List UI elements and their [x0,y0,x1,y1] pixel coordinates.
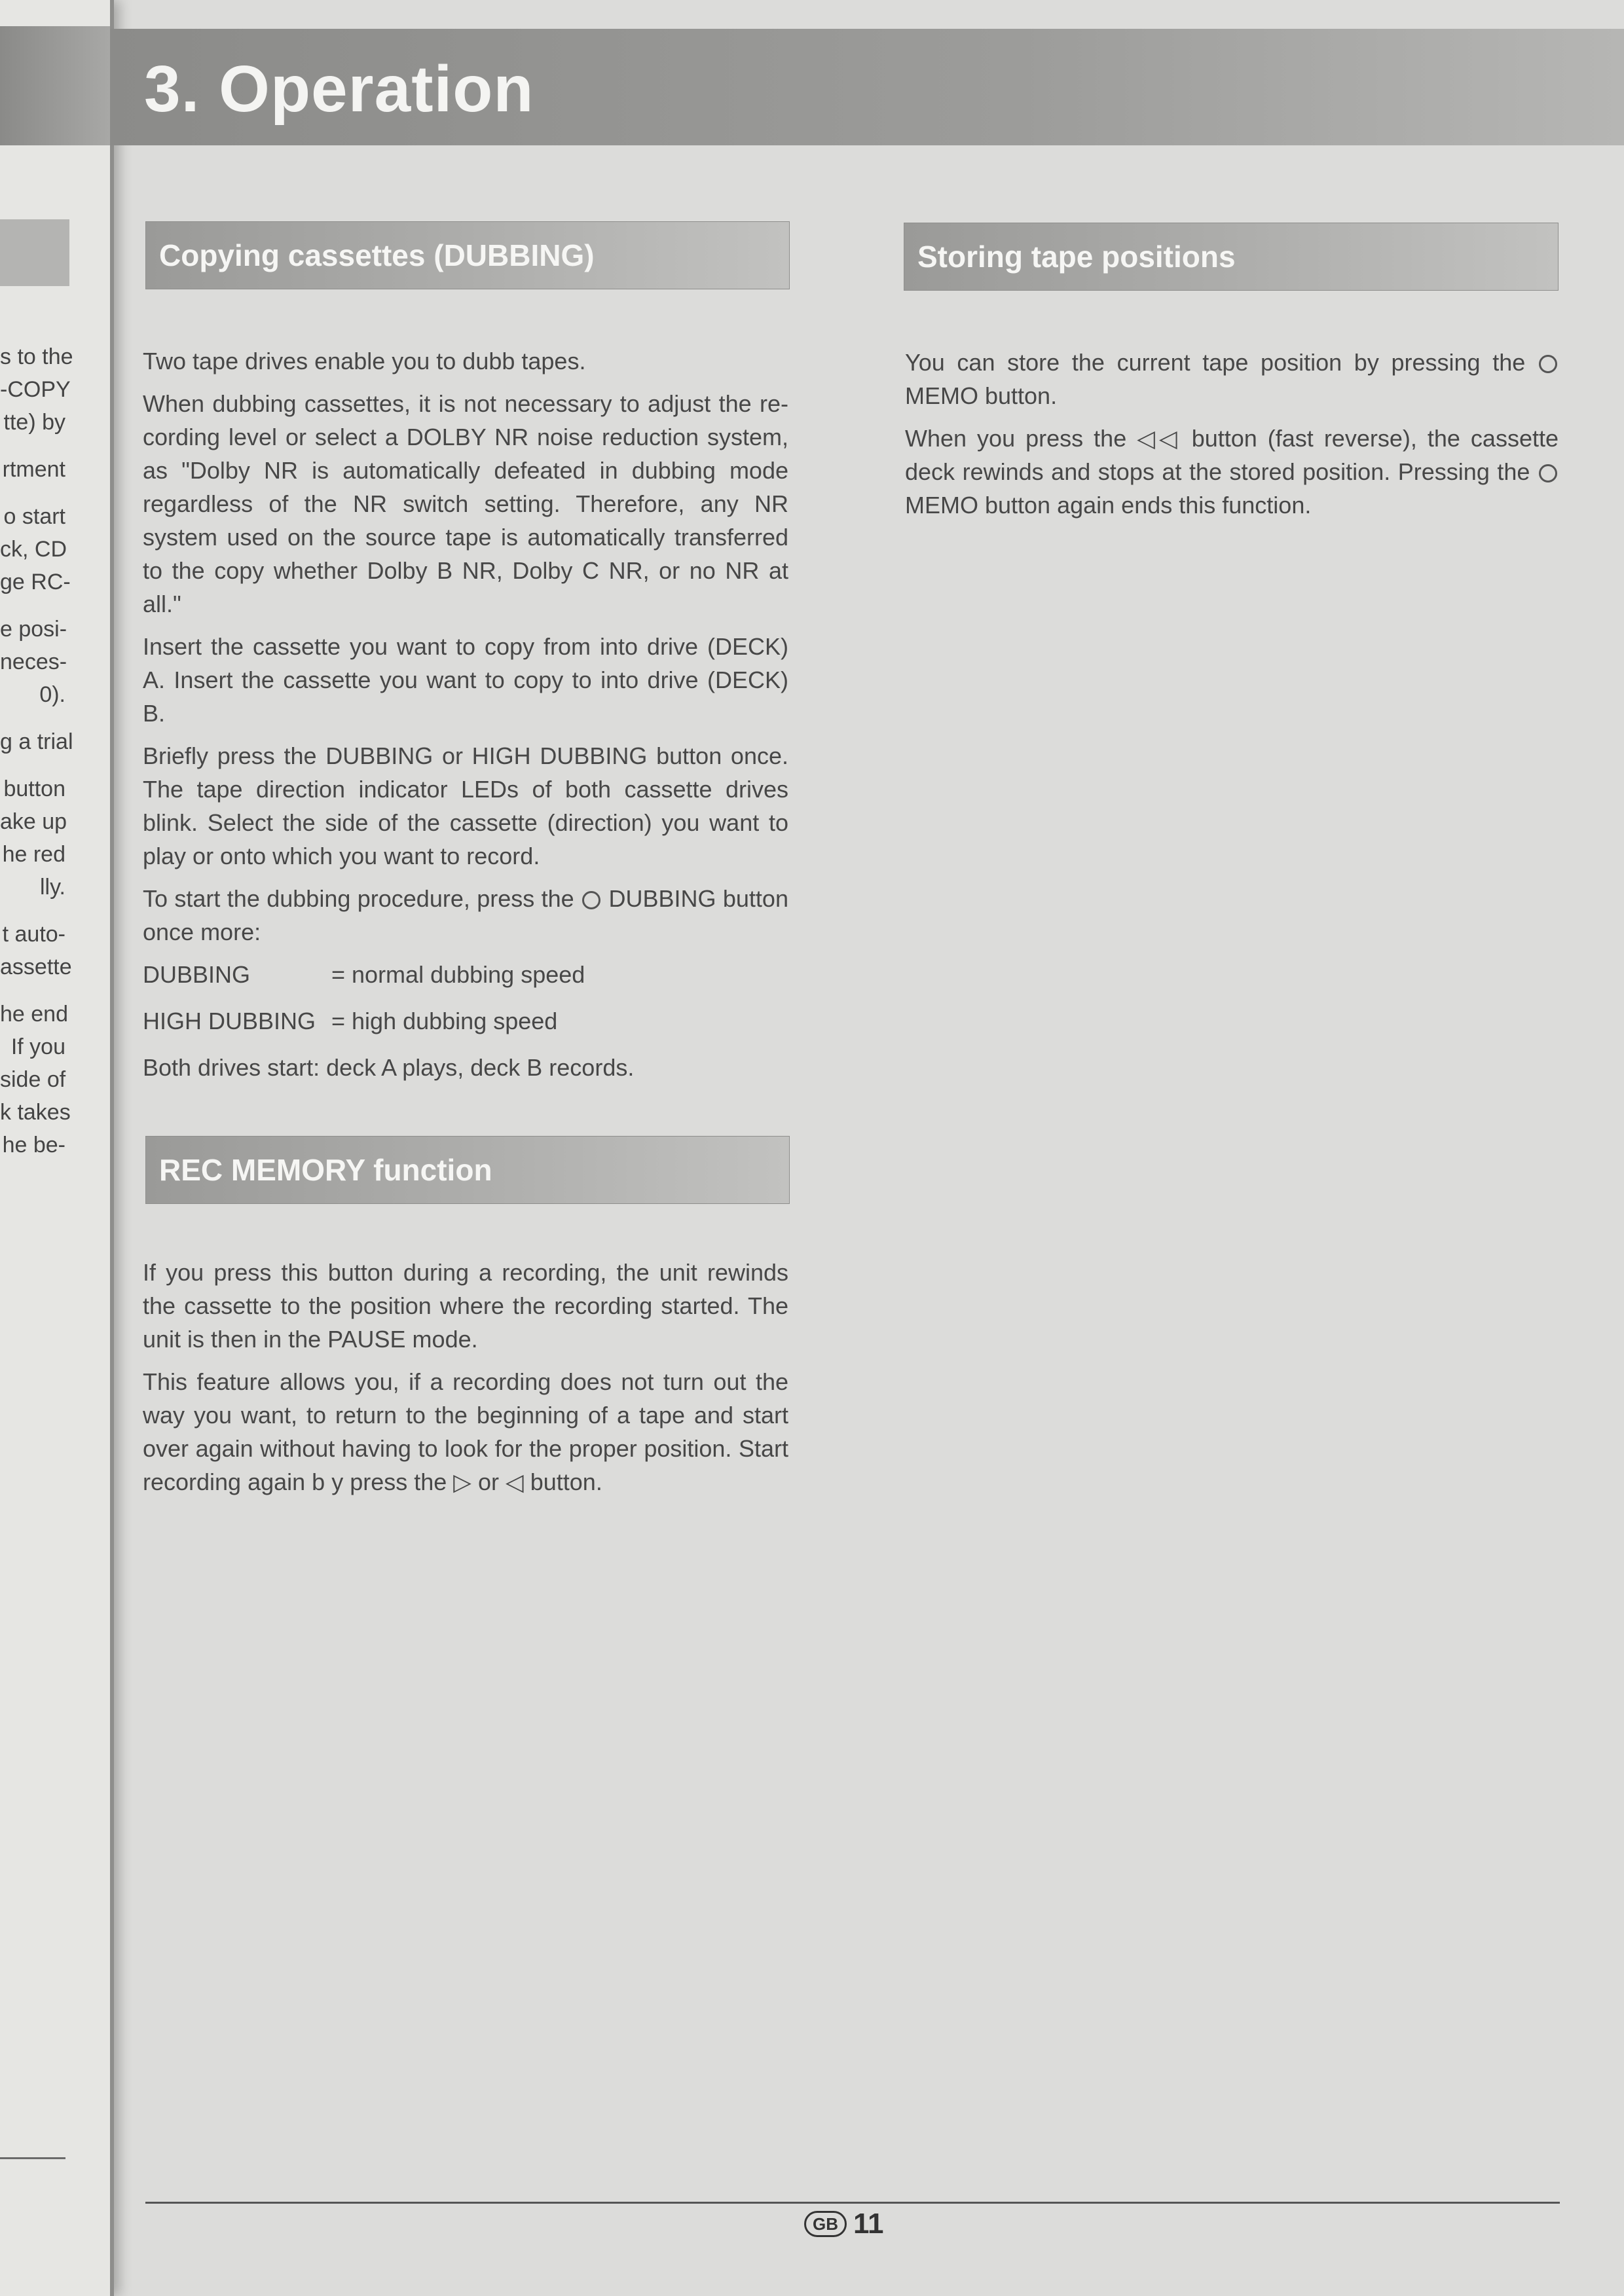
speed-value: = normal dubbing speed [331,961,585,988]
footer-rule [145,2202,1560,2204]
section-heading-rec-memory [145,1136,790,1204]
section-heading-text: Copying cassettes (DUBBING) [159,238,595,272]
paragraph [143,1365,788,1499]
speed-row [143,958,788,991]
facing-text-line: he red [2,842,65,867]
play-forward-icon: ▷ [453,1468,471,1495]
paragraph: If you press this button during a recording, the unit rewinds the cassette to the position where the recording started. The unit is then in the PAUSE mode. [143,1259,788,1353]
facing-text-line: 0). [39,682,65,707]
paragraph [905,346,1559,412]
speed-row [143,1004,788,1038]
copying-body [143,344,788,1093]
paragraph: Two tape drives enable you to dubb tapes. [143,348,586,374]
facing-text-line: k takes [0,1100,71,1125]
paragraph: Briefly press the DUBBING or HIGH DUBBING button once. The tape direction indicator LEDs of both cassette drives blink. Select the side of the cassette (direction) you want to play or onto which you want to record. [143,742,788,869]
facing-footer-rule [0,2157,65,2159]
section-heading-text: Storing tape positions [917,240,1236,274]
facing-text-line: neces- [0,649,67,674]
circle-button-icon [1539,464,1557,483]
circle-button-icon [1539,355,1557,373]
text-run: To start the dubbing procedure, press the [143,885,574,912]
paragraph: Both drives start: deck A plays, deck B records. [143,1054,635,1081]
facing-text-line: he be- [2,1133,65,1157]
text-run: When you press the [905,425,1127,452]
paragraph [905,422,1559,522]
facing-page-edge [0,0,114,2296]
fast-reverse-icon: ◁◁ [1137,425,1181,452]
paragraph: When dubbing cassettes, it is not necessary to adjust the re-cording level or select a DOLBY NR noise reduction system, as "Dolby NR is automatically defeated in dubbing mode regardless of the NR switch setting. Therefore, any NR system used on the source tape is automatically transferred to the copy whether Dolby B NR, Dolby C NR, or no NR at all." [143,390,788,617]
facing-text-line: t auto- [2,922,65,947]
facing-text-line: e posi- [0,617,67,642]
text-run: DUBBING button once more: [143,885,788,945]
text-run: You can store the current tape position by pressing the [905,349,1526,376]
facing-text-line: ck, CD [0,537,67,562]
text-run: button. [530,1468,602,1495]
country-badge: GB [804,2211,847,2237]
facing-text-line: o start [3,504,65,529]
facing-text-line: ge RC- [0,570,71,594]
facing-text-line: button [3,776,65,801]
facing-section-head [0,219,69,286]
facing-text-line: ake up [0,809,67,834]
speed-value: = high dubbing speed [331,1008,558,1034]
circle-button-icon [582,891,600,909]
chapter-title-bar [110,29,1624,145]
section-heading-text: REC MEMORY function [159,1153,492,1187]
play-reverse-icon: ◁ [506,1468,524,1495]
facing-text-line: tte) by [3,410,65,435]
storing-body [905,346,1559,531]
text-run: MEMO button again ends this function. [905,492,1312,519]
section-heading-storing [904,223,1559,291]
text-run: This feature allows you, if a recording does not turn out the way you want, to return to the beginning of a tape and start over again without having to look for the proper position. Start recording again b y press the [143,1368,788,1495]
facing-text-line: side of [0,1067,66,1092]
facing-text-line: rtment [2,457,65,482]
page-number-text: 11 [853,2208,884,2240]
facing-text-line: he end [0,1002,68,1027]
section-heading-copying [145,221,790,289]
facing-text-line: lly. [39,875,65,900]
facing-text-line: assette [0,955,72,979]
text-run: button (fast reverse), the cassette deck rewinds and stops at the stored position. Pressing the [905,425,1559,485]
facing-text-line: If you [10,1034,65,1059]
paragraph [143,882,788,949]
paragraph: Insert the cassette you want to copy from into drive (DECK) A. Insert the cassette you want to copy to into drive (DECK) B. [143,633,788,727]
facing-text-line: -COPY [0,377,71,402]
facing-title-bar [0,26,110,145]
speed-key: HIGH DUBBING [143,1008,316,1034]
chapter-title: 3. Operation [144,52,534,126]
text-run: or [478,1468,500,1495]
text-run: MEMO button. [905,382,1058,409]
page-number [804,2208,884,2240]
facing-text-line: s to the [0,344,73,369]
rec-memory-body [143,1256,788,1508]
speed-key: DUBBING [143,961,251,988]
facing-text-line: g a trial [0,729,73,754]
